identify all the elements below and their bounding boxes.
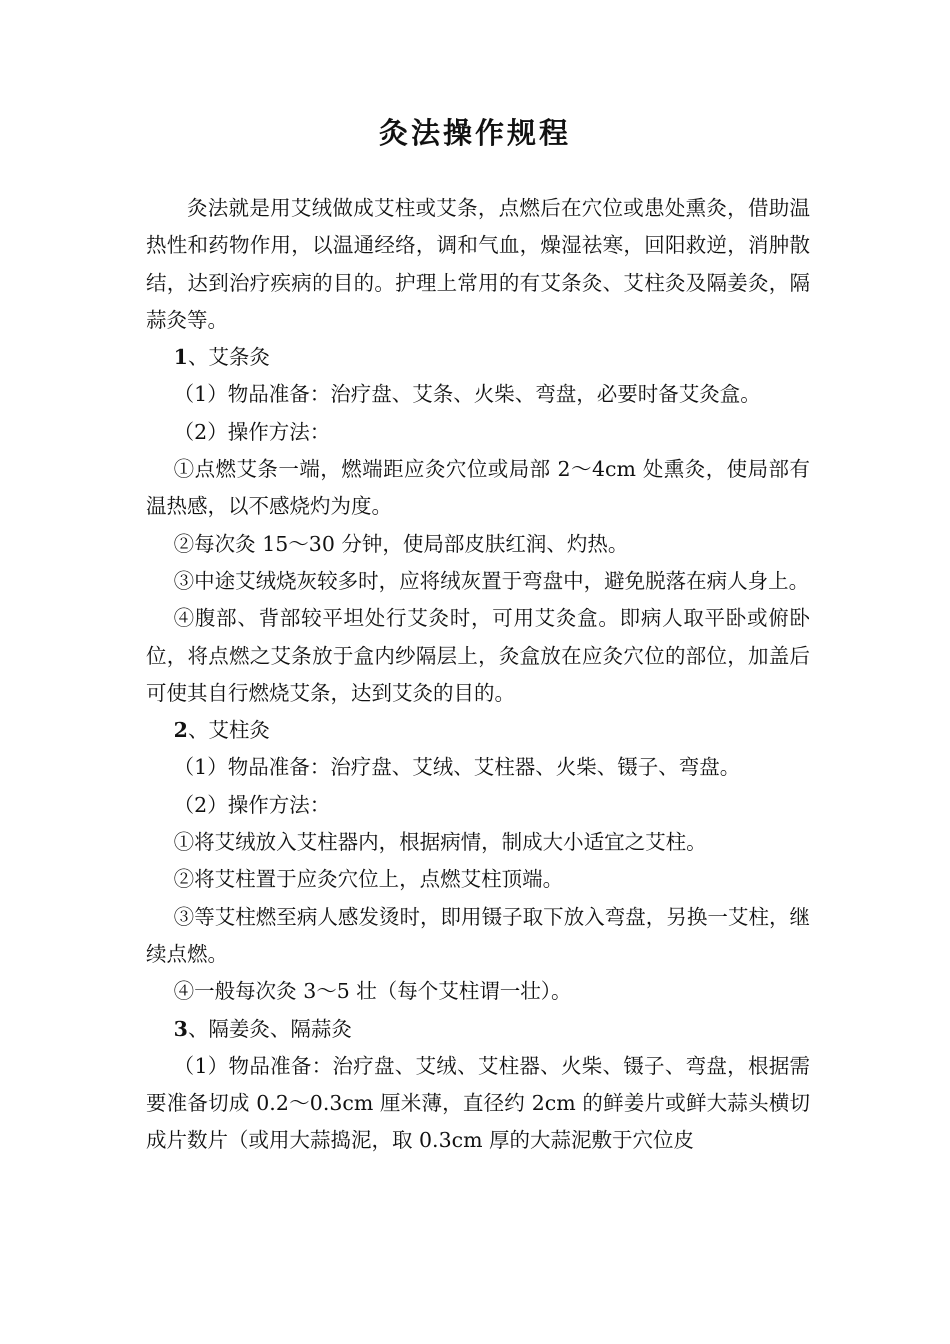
section-heading-text: 、艾柱灸 — [187, 718, 270, 743]
section-1-item-4: ②每次灸 15～30 分钟，使局部皮肤红润、灼热。 — [173, 531, 629, 556]
section-1-item-3: ①点燃艾条一端，燃端距应灸穴位或局部 2～4cm 处熏灸，使局部有温热感，以不感烧灼为度。 — [146, 457, 810, 519]
section-3-item-1: （1）物品准备：治疗盘、艾绒、艾柱器、火柴、镊子、弯盘，根据需要准备切成 0.2～0.3cm 厘米薄，直径约 2cm 的鲜姜片或鲜大蒜头横切成片数片（或用大蒜捣泥，取 0.3cm 厚的大蒜泥敷于穴位皮 — [146, 1053, 810, 1153]
section-heading-1 — [146, 339, 810, 376]
section-2-item-6: ④一般每次灸 3～5 壮（每个艾柱谓一壮）。 — [173, 979, 572, 1004]
document-body — [146, 190, 810, 1160]
section-1-item-2: （2）操作方法： — [173, 419, 331, 444]
section-heading-3 — [146, 1011, 810, 1048]
section-2-item-5: ③等艾柱燃至病人感发烫时，即用镊子取下放入弯盘，另换一艾柱，继续点燃。 — [146, 904, 810, 966]
section-number: 1 — [173, 345, 188, 370]
section-2-item-1: （1）物品准备：治疗盘、艾绒、艾柱器、火柴、镊子、弯盘。 — [173, 755, 741, 780]
intro-paragraph: 灸法就是用艾绒做成艾柱或艾条，点燃后在穴位或患处熏灸，借助温热性和药物作用，以温通经络，调和气血，燥湿祛寒，回阳救逆，消肿散结，达到治疗疾病的目的。护理上常用的有艾条灸、艾柱灸及隔姜灸，隔蒜灸等。 — [146, 196, 810, 332]
section-2-item-3: ①将艾绒放入艾柱器内，根据病情，制成大小适宜之艾柱。 — [173, 830, 707, 855]
section-number: 2 — [173, 718, 188, 743]
document-title: 灸法操作规程 — [378, 116, 571, 150]
section-heading-text: 、隔姜灸、隔蒜灸 — [187, 1016, 352, 1041]
section-heading-2 — [146, 712, 810, 749]
section-2-item-2: （2）操作方法： — [173, 792, 331, 817]
section-1-item-1: （1）物品准备：治疗盘、艾条、火柴、弯盘，必要时备艾灸盒。 — [173, 382, 761, 407]
section-number: 3 — [173, 1016, 188, 1041]
section-heading-text: 、艾条灸 — [187, 345, 270, 370]
section-1-item-5: ③中途艾绒烧灰较多时，应将绒灰置于弯盘中，避免脱落在病人身上。 — [173, 568, 810, 593]
section-2-item-4: ②将艾柱置于应灸穴位上，点燃艾柱顶端。 — [173, 867, 564, 892]
section-1-item-6: ④腹部、背部较平坦处行艾灸时，可用艾灸盒。即病人取平卧或俯卧位，将点燃之艾条放于盒内纱隔层上，灸盒放在应灸穴位的部位，加盖后可使其自行燃烧艾条，达到艾灸的目的。 — [146, 606, 810, 705]
